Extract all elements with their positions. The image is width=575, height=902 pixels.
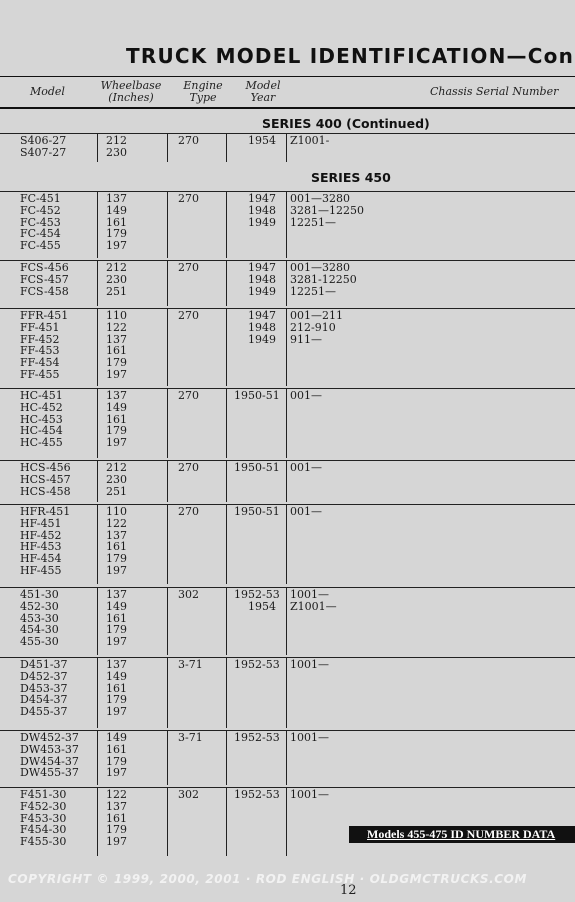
chassis-serial-cell-value: 1001— bbox=[290, 788, 329, 801]
column-rule bbox=[286, 657, 287, 728]
wheelbase-cell bbox=[106, 789, 127, 848]
wheelbase-cell bbox=[106, 659, 127, 718]
model-cell-value: HC-451 bbox=[20, 389, 63, 402]
chassis-serial-cell bbox=[290, 135, 329, 147]
wheelbase-cell bbox=[106, 589, 127, 648]
model-cell bbox=[20, 659, 68, 718]
model-cell-value: F453-30 bbox=[20, 811, 67, 825]
model-year-cell bbox=[234, 310, 276, 345]
wheelbase-cell-value: 230 bbox=[106, 272, 127, 286]
group-top-rule bbox=[0, 308, 575, 309]
header-wheelbase-line2: (Inches) bbox=[108, 91, 154, 104]
wheelbase-cell-value: 149 bbox=[106, 400, 127, 414]
models-455-475-link[interactable]: Models 455-475 ID NUMBER DATA bbox=[349, 826, 575, 843]
model-cell-value: FF-455 bbox=[20, 367, 60, 381]
column-rule bbox=[97, 657, 98, 728]
model-year-cell-value: 1950-51 bbox=[234, 461, 280, 474]
column-rule bbox=[167, 730, 168, 785]
model-year-cell-value: 1954 bbox=[248, 134, 276, 147]
wheelbase-cell-value: 137 bbox=[106, 389, 127, 402]
wheelbase-cell-value: 110 bbox=[106, 309, 127, 322]
wheelbase-cell-value: 137 bbox=[106, 658, 127, 671]
group-top-rule bbox=[0, 133, 575, 134]
wheelbase-cell bbox=[106, 732, 127, 779]
wheelbase-cell bbox=[106, 390, 127, 449]
model-cell-value: 453-30 bbox=[20, 611, 59, 625]
model-cell-value: F455-30 bbox=[20, 835, 67, 849]
column-rule bbox=[167, 388, 168, 458]
model-year-cell-value: 1949 bbox=[248, 332, 276, 346]
wheelbase-cell-value: 197 bbox=[106, 239, 127, 253]
model-cell-value: HF-454 bbox=[20, 552, 62, 566]
header-wheelbase bbox=[98, 80, 164, 104]
model-cell-value: HF-453 bbox=[20, 540, 62, 554]
model-year-cell bbox=[234, 193, 276, 228]
wheelbase-cell-value: 230 bbox=[106, 145, 127, 159]
wheelbase-cell-value: 161 bbox=[106, 215, 127, 229]
header-engine bbox=[172, 80, 234, 104]
column-rule bbox=[97, 191, 98, 258]
group-top-rule bbox=[0, 587, 575, 588]
wheelbase-cell-value: 122 bbox=[106, 788, 127, 801]
column-rule bbox=[226, 460, 227, 502]
engine-type-cell: 3-71 bbox=[178, 731, 203, 744]
group-top-rule bbox=[0, 460, 575, 461]
column-rule bbox=[167, 308, 168, 386]
engine-type-cell: 270 bbox=[178, 309, 199, 322]
wheelbase-cell-value: 179 bbox=[106, 623, 127, 637]
wheelbase-cell-value: 179 bbox=[106, 693, 127, 707]
column-rule bbox=[97, 133, 98, 162]
model-cell-value: 455-30 bbox=[20, 635, 59, 649]
column-rule bbox=[97, 388, 98, 458]
model-cell-value: FCS-456 bbox=[20, 261, 69, 274]
chassis-serial-cell bbox=[290, 789, 329, 801]
chassis-serial-cell-value: 001— bbox=[290, 461, 322, 474]
model-year-cell-value: 1952-53 bbox=[234, 788, 280, 801]
model-year-cell bbox=[234, 658, 280, 671]
engine-type-cell: 270 bbox=[178, 192, 199, 205]
chassis-serial-cell-value: 1001— bbox=[290, 658, 329, 671]
model-cell-value: HFR-451 bbox=[20, 505, 71, 518]
chassis-serial-cell-value: 001— bbox=[290, 389, 322, 402]
model-cell-value: F452-30 bbox=[20, 799, 67, 813]
model-year-cell-value: 1952-53 bbox=[234, 588, 280, 601]
group-top-rule bbox=[0, 388, 575, 389]
wheelbase-cell-value: 197 bbox=[106, 705, 127, 719]
model-cell-value: FCS-457 bbox=[20, 272, 69, 286]
column-rule bbox=[286, 308, 287, 386]
wheelbase-cell bbox=[106, 462, 127, 497]
engine-type-cell: 302 bbox=[178, 588, 199, 601]
model-cell bbox=[20, 262, 69, 297]
column-rule bbox=[286, 504, 287, 584]
model-year-cell-value: 1948 bbox=[248, 320, 276, 334]
chassis-serial-cell-value: 001— bbox=[290, 505, 322, 518]
wheelbase-cell-value: 197 bbox=[106, 766, 127, 780]
chassis-serial-cell-value: 3281—12250 bbox=[290, 203, 364, 217]
model-cell-value: D451-37 bbox=[20, 658, 68, 671]
chassis-serial-cell-value: 911— bbox=[290, 332, 322, 346]
model-cell-value: FC-452 bbox=[20, 203, 61, 217]
wheelbase-cell-value: 137 bbox=[106, 799, 127, 813]
wheelbase-cell-value: 251 bbox=[106, 484, 127, 498]
column-rule bbox=[286, 191, 287, 258]
wheelbase-cell-value: 179 bbox=[106, 552, 127, 566]
column-rule bbox=[167, 191, 168, 258]
model-year-cell-value: 1947 bbox=[248, 261, 276, 274]
column-rule bbox=[167, 504, 168, 584]
header-model: Model bbox=[30, 85, 65, 98]
chassis-serial-cell-value: Z1001- bbox=[290, 134, 330, 147]
wheelbase-cell-value: 179 bbox=[106, 227, 127, 241]
model-cell-value: FF-454 bbox=[20, 356, 60, 370]
header-wheelbase-line1: Wheelbase bbox=[100, 79, 162, 92]
copyright-watermark: COPYRIGHT © 1999, 2000, 2001 · ROD ENGLISH · OLDGMCTRUCKS.COM bbox=[8, 872, 528, 886]
column-rule bbox=[167, 260, 168, 306]
model-cell-value: HF-455 bbox=[20, 563, 62, 577]
column-rule bbox=[97, 308, 98, 386]
header-bottom-rule bbox=[0, 107, 575, 109]
engine-type-cell: 3-71 bbox=[178, 658, 203, 671]
chassis-serial-cell bbox=[290, 462, 322, 474]
wheelbase-cell-value: 179 bbox=[106, 356, 127, 370]
engine-type-cell: 270 bbox=[178, 505, 199, 518]
column-rule bbox=[226, 191, 227, 258]
model-cell-value: HCS-456 bbox=[20, 461, 71, 474]
wheelbase-cell-value: 161 bbox=[106, 611, 127, 625]
chassis-serial-cell bbox=[290, 262, 357, 297]
group-top-rule bbox=[0, 504, 575, 505]
column-rule bbox=[286, 587, 287, 655]
wheelbase-cell-value: 197 bbox=[106, 367, 127, 381]
model-year-cell-value: 1954 bbox=[248, 599, 276, 613]
model-cell-value: 451-30 bbox=[20, 588, 59, 601]
chassis-serial-cell bbox=[290, 659, 329, 671]
model-cell-value: S407-27 bbox=[20, 145, 67, 159]
wheelbase-cell-value: 251 bbox=[106, 284, 127, 298]
model-cell-value: HC-453 bbox=[20, 412, 63, 426]
column-rule bbox=[97, 787, 98, 856]
chassis-serial-cell-value: 12251— bbox=[290, 284, 336, 298]
model-cell-value: 454-30 bbox=[20, 623, 59, 637]
model-year-cell-value: 1950-51 bbox=[234, 389, 280, 402]
wheelbase-cell-value: 179 bbox=[106, 754, 127, 768]
model-cell bbox=[20, 390, 63, 449]
wheelbase-cell-value: 179 bbox=[106, 823, 127, 837]
model-cell-value: HCS-458 bbox=[20, 484, 71, 498]
model-cell-value: 452-30 bbox=[20, 599, 59, 613]
chassis-serial-cell bbox=[290, 310, 343, 345]
model-cell-value: D454-37 bbox=[20, 693, 68, 707]
wheelbase-cell-value: 122 bbox=[106, 320, 127, 334]
wheelbase-cell-value: 161 bbox=[106, 344, 127, 358]
column-rule bbox=[226, 504, 227, 584]
wheelbase-cell-value: 137 bbox=[106, 332, 127, 346]
chassis-serial-cell-value: Z1001— bbox=[290, 599, 337, 613]
column-rule bbox=[286, 260, 287, 306]
column-rule bbox=[226, 730, 227, 785]
model-cell-value: FF-453 bbox=[20, 344, 60, 358]
model-cell-value: DW454-37 bbox=[20, 754, 79, 768]
column-rule bbox=[286, 730, 287, 785]
chassis-serial-cell-value: 1001— bbox=[290, 731, 329, 744]
model-year-cell bbox=[234, 262, 276, 297]
column-rule bbox=[286, 133, 287, 162]
model-cell-value: HF-452 bbox=[20, 528, 62, 542]
model-cell bbox=[20, 462, 71, 497]
column-rule bbox=[226, 260, 227, 306]
column-rule bbox=[226, 388, 227, 458]
model-year-cell-value: 1947 bbox=[248, 192, 276, 205]
model-cell bbox=[20, 506, 70, 577]
column-rule bbox=[167, 787, 168, 856]
model-cell-value: HF-451 bbox=[20, 516, 62, 530]
model-cell-value: FF-452 bbox=[20, 332, 60, 346]
wheelbase-cell-value: 137 bbox=[106, 528, 127, 542]
page-number: 12 bbox=[340, 883, 357, 898]
header-year-line2: Year bbox=[250, 91, 276, 104]
model-cell-value: HCS-457 bbox=[20, 472, 71, 486]
model-cell-value: FC-451 bbox=[20, 192, 61, 205]
header-top-rule bbox=[0, 76, 575, 77]
group-top-rule bbox=[0, 260, 575, 261]
model-year-cell-value: 1948 bbox=[248, 203, 276, 217]
model-cell-value: F451-30 bbox=[20, 788, 67, 801]
column-rule bbox=[226, 133, 227, 162]
wheelbase-cell-value: 122 bbox=[106, 516, 127, 530]
model-cell-value: DW452-37 bbox=[20, 731, 79, 744]
header-engine-line2: Type bbox=[189, 91, 217, 104]
group-top-rule bbox=[0, 191, 575, 192]
model-cell bbox=[20, 193, 61, 252]
wheelbase-cell-value: 161 bbox=[106, 540, 127, 554]
model-cell-value: D453-37 bbox=[20, 681, 68, 695]
wheelbase-cell-value: 149 bbox=[106, 669, 127, 683]
wheelbase-cell bbox=[106, 506, 127, 577]
series-400-heading: SERIES 400 (Continued) bbox=[262, 116, 430, 131]
column-rule bbox=[97, 730, 98, 785]
model-cell-value: HC-455 bbox=[20, 436, 63, 450]
model-cell-value: D455-37 bbox=[20, 705, 68, 719]
column-rule bbox=[226, 308, 227, 386]
group-top-rule bbox=[0, 657, 575, 658]
wheelbase-cell-value: 197 bbox=[106, 563, 127, 577]
model-cell-value: FF-451 bbox=[20, 320, 60, 334]
model-cell-value: S406-27 bbox=[20, 134, 67, 147]
chassis-serial-cell-value: 212-910 bbox=[290, 320, 336, 334]
model-cell-value: FC-453 bbox=[20, 215, 61, 229]
column-rule bbox=[97, 460, 98, 502]
chassis-serial-cell-value: 1001— bbox=[290, 588, 329, 601]
chassis-serial-cell-value: 3281-12250 bbox=[290, 272, 357, 286]
series-450-heading: SERIES 450 bbox=[311, 170, 391, 185]
chassis-serial-cell-value: 12251— bbox=[290, 215, 336, 229]
wheelbase-cell-value: 212 bbox=[106, 461, 127, 474]
column-rule bbox=[226, 587, 227, 655]
engine-type-cell: 270 bbox=[178, 461, 199, 474]
model-year-cell bbox=[234, 588, 280, 613]
model-cell-value: FCS-458 bbox=[20, 284, 69, 298]
model-year-cell bbox=[234, 731, 280, 744]
wheelbase-cell-value: 212 bbox=[106, 261, 127, 274]
wheelbase-cell-value: 197 bbox=[106, 635, 127, 649]
column-rule bbox=[167, 657, 168, 728]
wheelbase-cell bbox=[106, 262, 127, 297]
column-rule bbox=[97, 504, 98, 584]
group-top-rule bbox=[0, 787, 575, 788]
model-cell-value: HC-454 bbox=[20, 424, 63, 438]
model-year-cell-value: 1950-51 bbox=[234, 505, 280, 518]
model-cell-value: FC-455 bbox=[20, 239, 61, 253]
engine-type-cell: 270 bbox=[178, 134, 199, 147]
column-rule bbox=[226, 657, 227, 728]
model-year-cell bbox=[234, 505, 280, 518]
model-cell bbox=[20, 135, 66, 159]
wheelbase-cell-value: 149 bbox=[106, 203, 127, 217]
model-cell-value: DW455-37 bbox=[20, 766, 79, 780]
column-rule bbox=[286, 388, 287, 458]
model-cell-value: HC-452 bbox=[20, 400, 63, 414]
group-top-rule bbox=[0, 730, 575, 731]
header-year bbox=[236, 80, 290, 104]
column-rule bbox=[167, 460, 168, 502]
chassis-serial-cell bbox=[290, 506, 322, 518]
chassis-serial-cell-value: 001—3280 bbox=[290, 192, 350, 205]
wheelbase-cell-value: 137 bbox=[106, 588, 127, 601]
wheelbase-cell-value: 212 bbox=[106, 134, 127, 147]
wheelbase-cell-value: 149 bbox=[106, 599, 127, 613]
chassis-serial-cell-value: 001—3280 bbox=[290, 261, 350, 274]
wheelbase-cell-value: 110 bbox=[106, 505, 127, 518]
chassis-serial-cell bbox=[290, 193, 364, 228]
model-year-cell-value: 1952-53 bbox=[234, 658, 280, 671]
wheelbase-cell-value: 137 bbox=[106, 192, 127, 205]
wheelbase-cell-value: 197 bbox=[106, 436, 127, 450]
model-cell bbox=[20, 732, 79, 779]
engine-type-cell: 270 bbox=[178, 389, 199, 402]
engine-type-cell: 270 bbox=[178, 261, 199, 274]
model-cell-value: FC-454 bbox=[20, 227, 61, 241]
page-title: TRUCK MODEL IDENTIFICATION—Con bbox=[126, 44, 575, 68]
wheelbase-cell-value: 161 bbox=[106, 811, 127, 825]
column-rule bbox=[286, 787, 287, 856]
model-cell-value: D452-37 bbox=[20, 669, 68, 683]
column-rule bbox=[286, 460, 287, 502]
header-year-line1: Model bbox=[245, 79, 281, 92]
model-cell-value: FFR-451 bbox=[20, 309, 69, 322]
model-year-cell bbox=[234, 135, 276, 147]
model-cell-value: DW453-37 bbox=[20, 742, 79, 756]
header-serial: Chassis Serial Number bbox=[430, 85, 559, 98]
model-cell bbox=[20, 589, 59, 648]
chassis-serial-cell bbox=[290, 732, 329, 744]
column-rule bbox=[167, 133, 168, 162]
model-year-cell-value: 1949 bbox=[248, 215, 276, 229]
chassis-serial-cell-value: 001—211 bbox=[290, 309, 343, 322]
wheelbase-cell-value: 161 bbox=[106, 681, 127, 695]
model-year-cell-value: 1952-53 bbox=[234, 731, 280, 744]
wheelbase-cell bbox=[106, 193, 127, 252]
model-year-cell-value: 1949 bbox=[248, 284, 276, 298]
model-cell-value: F454-30 bbox=[20, 823, 67, 837]
model-cell bbox=[20, 789, 66, 848]
model-cell bbox=[20, 310, 68, 381]
wheelbase-cell-value: 230 bbox=[106, 472, 127, 486]
column-rule bbox=[226, 787, 227, 856]
model-year-cell bbox=[234, 389, 280, 402]
model-year-cell-value: 1947 bbox=[248, 309, 276, 322]
column-rule bbox=[97, 260, 98, 306]
wheelbase-cell bbox=[106, 310, 127, 381]
wheelbase-cell-value: 179 bbox=[106, 424, 127, 438]
wheelbase-cell-value: 161 bbox=[106, 412, 127, 426]
wheelbase-cell-value: 161 bbox=[106, 742, 127, 756]
wheelbase-cell bbox=[106, 135, 127, 159]
chassis-serial-cell bbox=[290, 589, 337, 613]
model-year-cell bbox=[234, 788, 280, 801]
model-year-cell bbox=[234, 461, 280, 474]
wheelbase-cell-value: 197 bbox=[106, 835, 127, 849]
engine-type-cell: 302 bbox=[178, 788, 199, 801]
header-engine-line1: Engine bbox=[183, 79, 223, 92]
column-rule bbox=[167, 587, 168, 655]
model-year-cell-value: 1948 bbox=[248, 272, 276, 286]
chassis-serial-cell bbox=[290, 390, 322, 402]
wheelbase-cell-value: 149 bbox=[106, 731, 127, 744]
column-rule bbox=[97, 587, 98, 655]
